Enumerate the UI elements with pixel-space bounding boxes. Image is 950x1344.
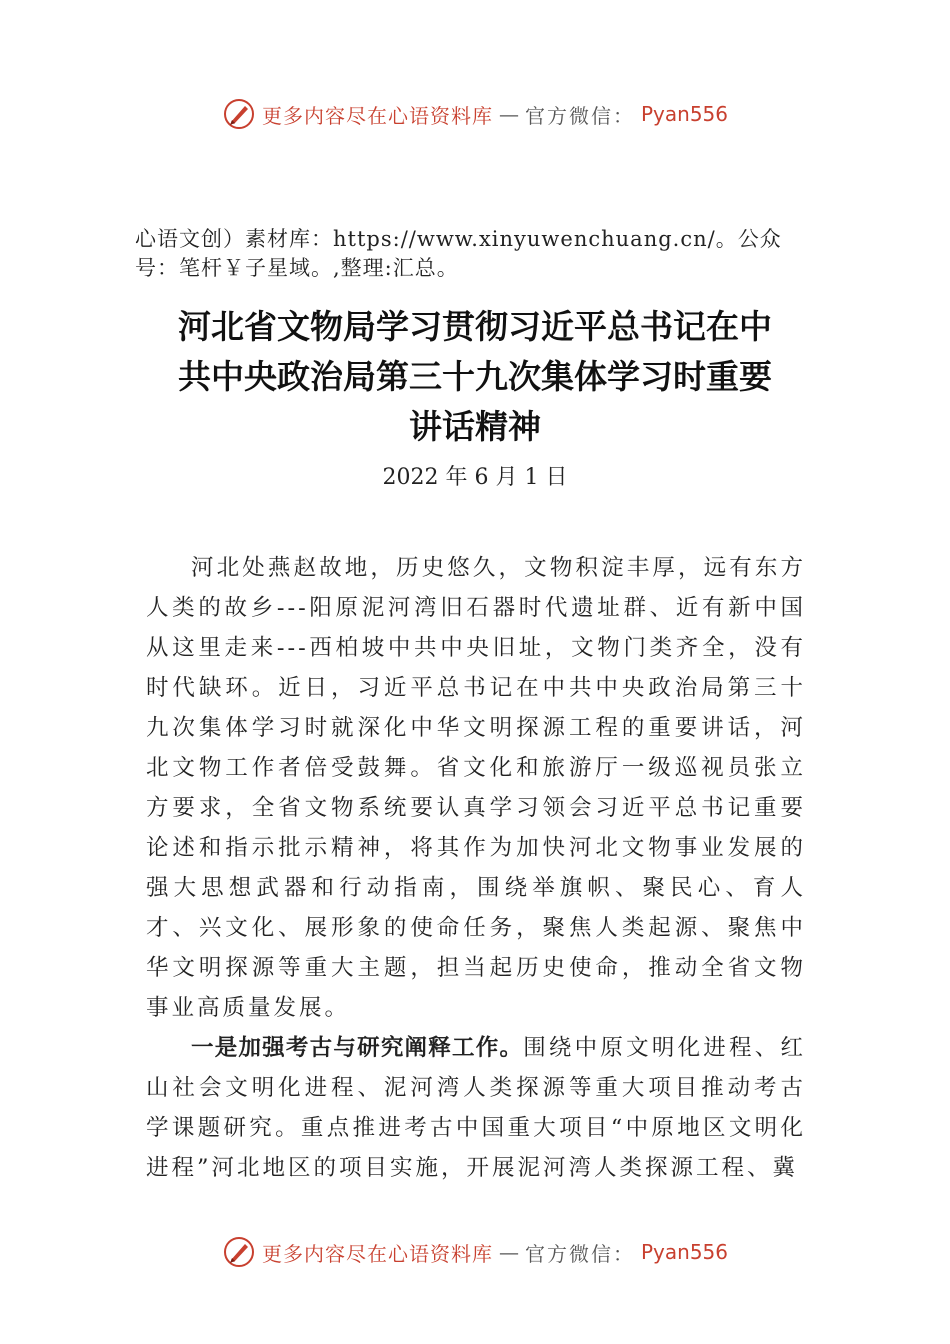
title-line: 河北省文物局学习贯彻习近平总书记在中 [178,307,772,346]
watermark-dash: — [498,1240,519,1264]
publish-date: 2022 年 6 月 1 日 [382,465,568,490]
paragraph-text: 围绕中原文明化进程、红山社会文明化进程、泥河湾人类探源等重大项目推动考古学课题研究。重点推进考古中国重大项目“中原地区文明化进程”河北地区的项目实施，开展泥河湾人类探源工程、冀 [146,1035,806,1181]
paragraph-text: 河北处燕赵故地，历史悠久，文物积淀丰厚，远有东方人类的故乡---阳原泥河湾旧石器时代遗址群、近有新中国从这里走来---西柏坡中共中央旧址，文物门类齐全，没有时代缺环。近日，习近平总书记在中共中央政治局第三十九次集体学习时就深化中华文明探源工程的重要讲话，河北文物工作者倍受鼓舞。省文化和旅游厅一级巡视员张立方要求，全省文物系统要认真学习领会习近平总书记重要论述和指示批示精神，将其作为加快河北文物事业发展的强大思想武器和行动指南，围绕举旗帜、聚民心、育人才、兴文化、展形象的使命任务，聚焦人类起源、聚焦中华文明探源等重大主题，担当起历史使命，推动全省文物事业高质量发展。 [146,555,806,1021]
watermark-footer [0,1232,950,1272]
paragraph [146,548,806,1028]
article-body [146,548,806,1188]
watermark-text: 更多内容尽在心语资料库 [261,103,493,128]
page-title [120,302,830,452]
source-note: 心语文创）素材库：https://www.xinyuwenchuang.cn/。公众号：笔杆￥子星域。,整理:汇总。 [135,227,782,280]
paragraph-lead: 一是加强考古与研究阐释工作。 [191,1035,524,1061]
watermark-id: Pyan556 [640,1240,728,1264]
watermark-id: Pyan556 [640,102,728,126]
watermark-label: 官方微信： [524,103,635,128]
paragraph [146,1028,806,1188]
pen-circle-logo-icon [222,97,256,131]
title-line: 共中央政治局第三十九次集体学习时重要 [178,357,772,396]
title-line: 讲话精神 [409,407,541,446]
watermark-label: 官方微信： [524,1241,635,1266]
pen-circle-logo-icon [222,1235,256,1269]
watermark-dash: — [498,102,519,126]
watermark-header [0,94,950,134]
watermark-text: 更多内容尽在心语资料库 [261,1241,493,1266]
